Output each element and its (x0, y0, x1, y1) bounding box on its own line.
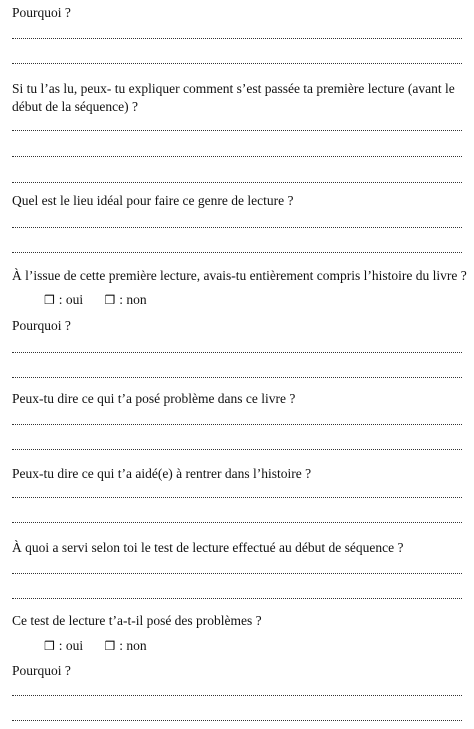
answer-line[interactable] (12, 130, 462, 131)
answer-line[interactable] (12, 182, 462, 183)
answer-line[interactable] (12, 449, 462, 450)
checkbox-icon[interactable]: ❒ (104, 639, 116, 653)
answer-line[interactable] (12, 720, 462, 721)
answer-line[interactable] (12, 695, 462, 696)
answer-line[interactable] (12, 497, 462, 498)
question-pourquoi-3: Pourquoi ? (12, 663, 71, 678)
option-non[interactable]: ❒ : non (104, 292, 147, 307)
question-compris-histoire: À l’issue de cette première lecture, avais-tu entièrement compris l’histoire du livre ? (12, 268, 467, 283)
answer-line[interactable] (12, 573, 462, 574)
checkbox-icon[interactable]: ❒ (104, 293, 116, 307)
yes-no-options-1 (44, 291, 165, 309)
answer-line[interactable] (12, 598, 462, 599)
answer-line[interactable] (12, 63, 462, 64)
question-pourquoi-1: Pourquoi ? (12, 5, 71, 20)
answer-line[interactable] (12, 227, 462, 228)
answer-line[interactable] (12, 156, 462, 157)
question-probleme-livre: Peux-tu dire ce qui t’a posé problème dans ce livre ? (12, 391, 296, 406)
question-lieu-ideal: Quel est le lieu idéal pour faire ce genre de lecture ? (12, 193, 294, 208)
answer-line[interactable] (12, 352, 462, 353)
answer-line[interactable] (12, 252, 462, 253)
answer-line[interactable] (12, 522, 462, 523)
answer-line[interactable] (12, 377, 462, 378)
option-oui[interactable]: ❒ : oui (44, 638, 84, 653)
checkbox-icon[interactable]: ❒ (44, 293, 55, 307)
yes-no-options-2 (44, 637, 165, 655)
question-test-probleme: Ce test de lecture t’a-t-il posé des problèmes ? (12, 613, 262, 628)
question-aide-histoire: Peux-tu dire ce qui t’a aidé(e) à rentrer dans l’histoire ? (12, 466, 312, 481)
question-test-lecture: À quoi a servi selon toi le test de lecture effectué au début de séquence ? (12, 540, 404, 555)
checkbox-icon[interactable]: ❒ (44, 639, 55, 653)
option-non[interactable]: ❒ : non (104, 638, 147, 653)
answer-line[interactable] (12, 424, 462, 425)
question-premiere-lecture: Si tu l’as lu, peux- tu expliquer comment s’est passée ta première lecture (avant le début de la séquence) ? (12, 81, 455, 114)
question-pourquoi-2: Pourquoi ? (12, 318, 71, 333)
answer-line[interactable] (12, 38, 462, 39)
option-oui[interactable]: ❒ : oui (44, 292, 84, 307)
